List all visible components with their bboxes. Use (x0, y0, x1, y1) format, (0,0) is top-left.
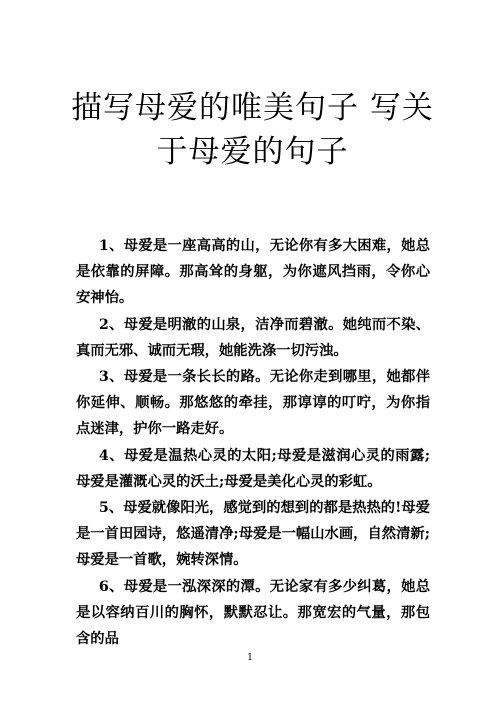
document-body (76, 233, 430, 652)
paragraph-2: 2、母爱是明澈的山泉，洁净而碧澈。她纯而不染、真而无邪、诚而无瑕，她能洗涤一切污浊。 (76, 316, 430, 359)
paragraph-5: 5、母爱就像阳光，感觉到的想到的都是热热的!母爱是一首田园诗，悠遥清净;母爱是一幅山水画，自然清新;母爱是一首歌，婉转深情。 (76, 500, 430, 569)
document-title: 描写母爱的唯美句子 写关于母爱的句子 (71, 90, 434, 170)
paragraph-3: 3、母爱是一条长长的路。无论你走到哪里，她都伴你延伸、顺畅。那悠悠的牵挂，那谆谆的叮咛，为你指点迷津，护你一路走好。 (76, 369, 430, 438)
paragraph-4: 4、母爱是温热心灵的太阳;母爱是滋润心灵的雨露;母爱是灌溉心灵的沃土;母爱是美化心灵的彩虹。 (76, 447, 430, 490)
paragraph-6: 6、母爱是一泓深深的潭。无论家有多少纠葛，她总是以容纳百川的胸怀，默默忍让。那宽宏的气量，那包含的品 (76, 578, 430, 648)
page-number: 1 (247, 653, 253, 663)
paragraph-1: 1、母爱是一座高高的山，无论你有多大困难，她总是依靠的屏障。那高耸的身躯，为你遮风挡雨，令你心安神怡。 (76, 238, 430, 307)
